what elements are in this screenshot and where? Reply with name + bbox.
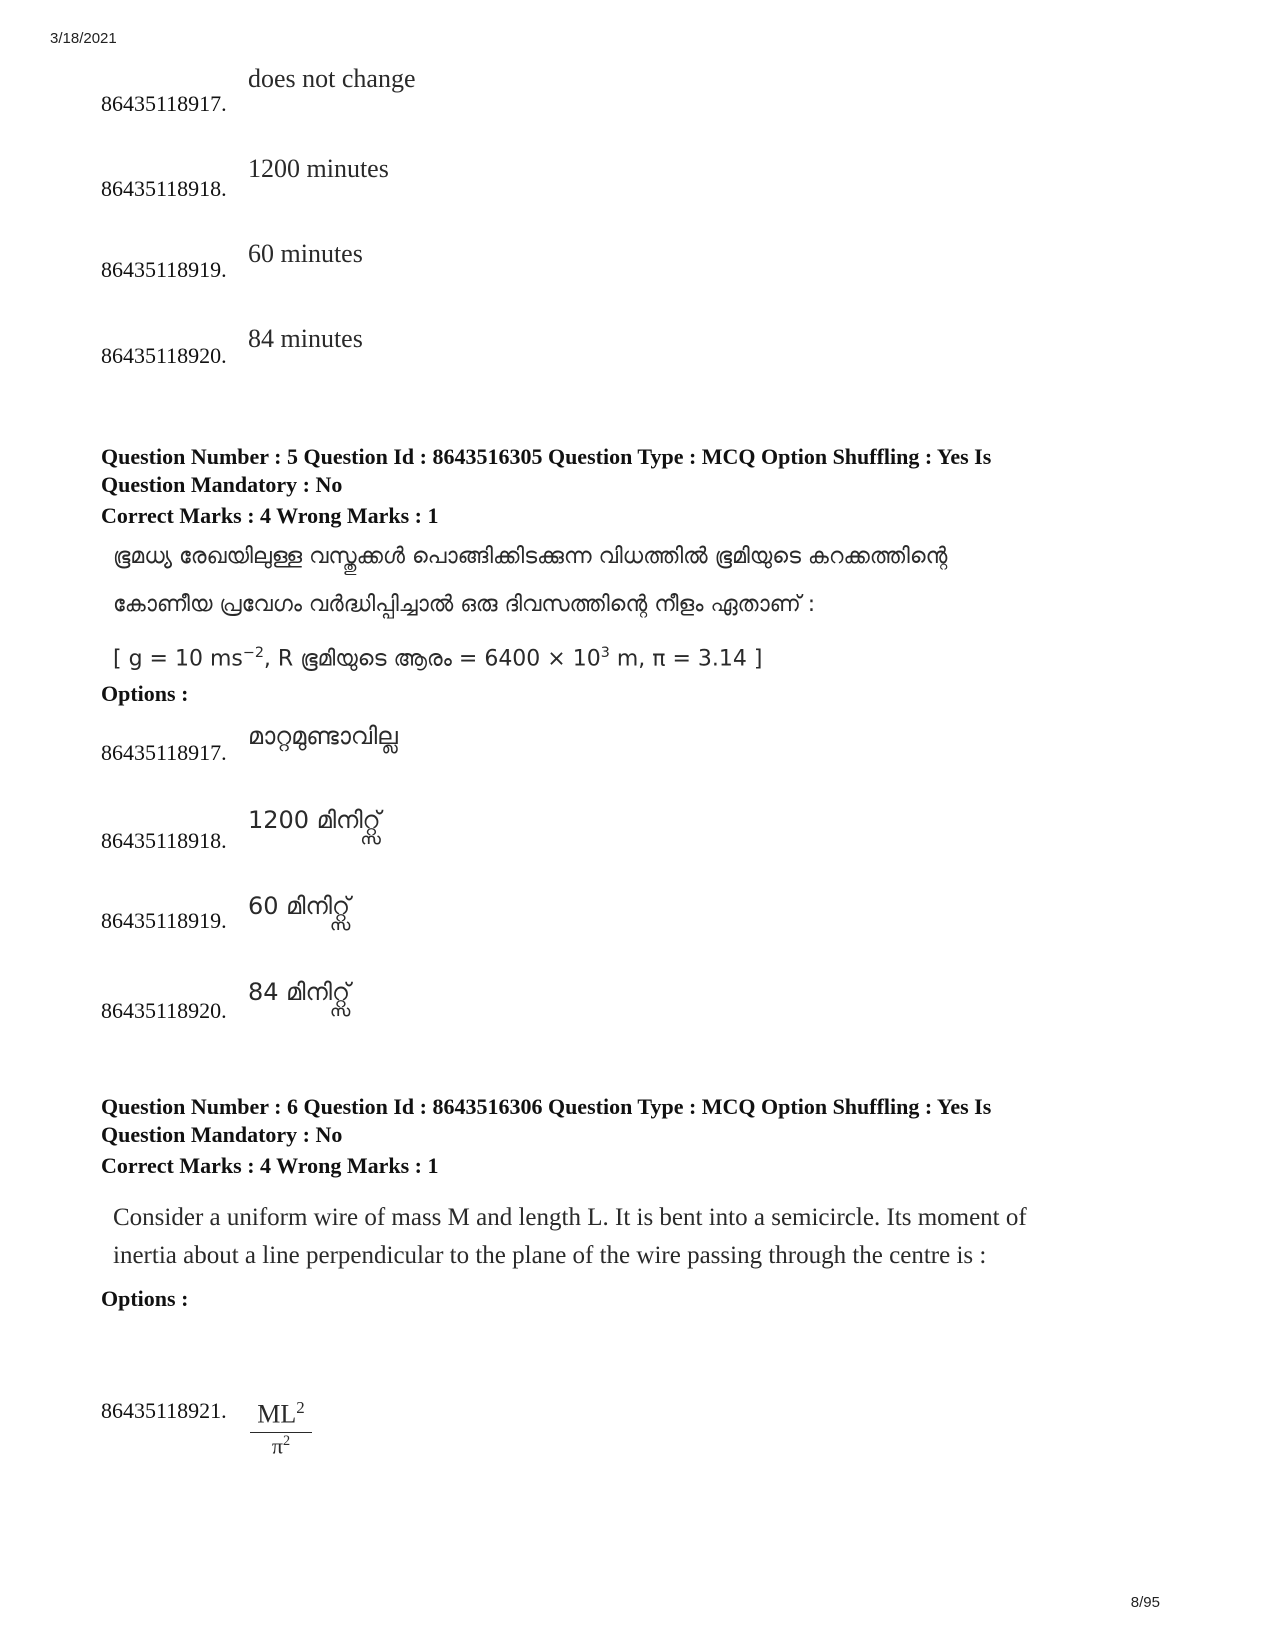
option-image-text: മാറ്റമുണ്ടാവില്ല xyxy=(248,722,398,750)
option-image-text: does not change xyxy=(248,64,416,93)
question-text xyxy=(113,533,1193,683)
question-text-line: Consider a uniform wire of mass M and length L. It is bent into a semicircle. Its moment of xyxy=(113,1204,1027,1231)
question-header-line: Question Number : 6 Question Id : 8643516306 Question Type : MCQ Option Shuffling : Yes Is xyxy=(101,1094,992,1119)
question-header xyxy=(101,1093,1181,1149)
question-header-line: Question Mandatory : No xyxy=(101,472,343,497)
option-id: 86435118921. xyxy=(101,1398,227,1423)
page-number: 8/95 xyxy=(1130,1594,1160,1611)
fraction-denominator: $\pi^2$ xyxy=(271,1432,291,1458)
question-text xyxy=(113,1199,1193,1275)
page-date: 3/18/2021 xyxy=(50,30,117,47)
question-marks: Correct Marks : 4 Wrong Marks : 1 xyxy=(101,1153,439,1178)
option-id: 86435118919. xyxy=(101,908,227,933)
option-image-text: 1200 minutes xyxy=(248,154,389,183)
question-header xyxy=(101,443,1181,499)
option-image-text: 60 മിനിറ്റ്സ് xyxy=(248,892,351,920)
option-image-text: 1200 മിനിറ്റ്സ് xyxy=(248,806,381,834)
option-id: 86435118917. xyxy=(101,740,227,765)
option-id: 86435118918. xyxy=(101,828,227,853)
question-text-line: inertia about a line perpendicular to the plane of the wire passing through the centre is : xyxy=(113,1242,987,1269)
question-text-line: കോണീയ പ്രവേഗം വർദ്ധിപ്പിച്ചാൽ ഒരു ദിവസത്തിന്റെ നീളം ഏതാണ് : xyxy=(113,592,816,617)
option-id: 86435118918. xyxy=(101,176,227,201)
option-id: 86435118919. xyxy=(101,257,227,282)
option-image-text: 84 മിനിറ്റ്സ് xyxy=(248,978,351,1006)
question-marks: Correct Marks : 4 Wrong Marks : 1 xyxy=(101,503,439,528)
question-header-line: Question Number : 5 Question Id : 8643516305 Question Type : MCQ Option Shuffling : Yes Is xyxy=(101,444,992,469)
options-label: Options : xyxy=(101,1286,189,1311)
option-fraction xyxy=(250,1398,312,1459)
option-id: 86435118920. xyxy=(101,343,227,368)
question-text-line: ഭൂമധ്യ രേഖയിലുള്ള വസ്തുക്കൾ പൊങ്ങിക്കിടക്കുന്ന വിധത്തിൽ ഭൂമിയുടെ കറക്കത്തിന്റെ xyxy=(113,544,948,569)
option-id: 86435118917. xyxy=(101,91,227,116)
fraction-numerator: $ML^2$ xyxy=(250,1398,312,1433)
question-text-line: [ g = 10 $ms^{-2}$, R ഭൂമിയുടെ ആരം = $6400 \times 10^3$ m, π = 3.14 ] xyxy=(113,645,763,672)
option-image-text: 60 minutes xyxy=(248,239,363,268)
option-image-text: 84 minutes xyxy=(248,324,363,353)
question-header-line: Question Mandatory : No xyxy=(101,1122,343,1147)
options-label: Options : xyxy=(101,681,189,706)
option-id: 86435118920. xyxy=(101,998,227,1023)
